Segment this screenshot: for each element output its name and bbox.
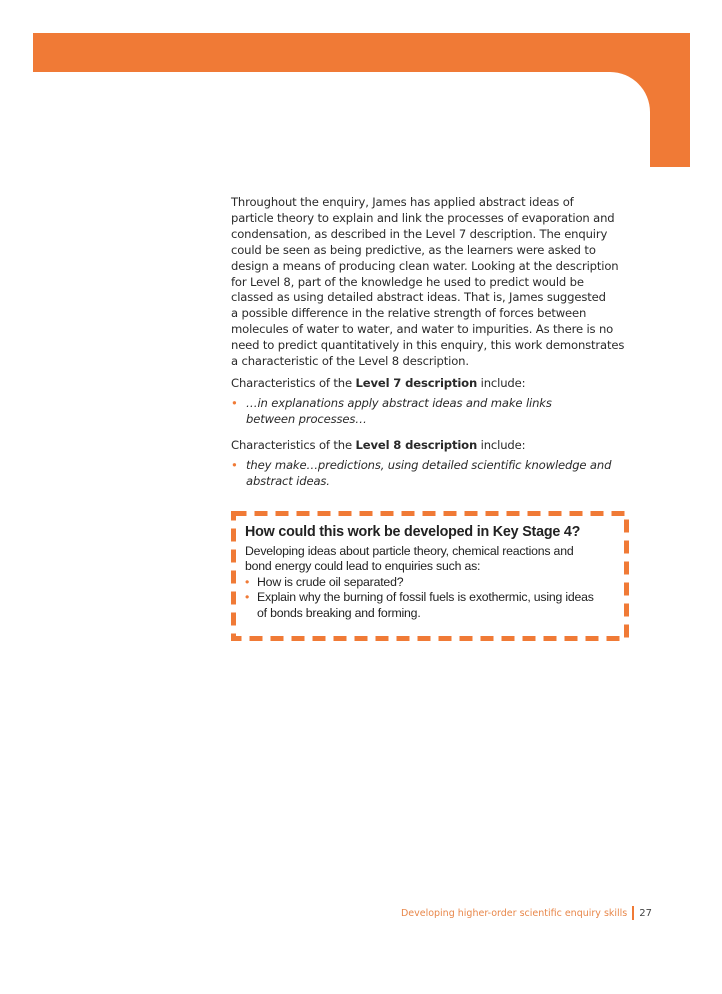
header-band-side	[650, 33, 690, 167]
box-intro	[245, 544, 625, 575]
text-line: design a means of producing clean water. Looking at the description	[231, 258, 619, 273]
text-line: molecules of water to water, and water to impurities. As there is no	[231, 322, 614, 337]
body-paragraph	[231, 195, 631, 370]
level8-bullet	[231, 458, 631, 490]
box-list-item	[245, 575, 625, 591]
footer-title: Developing higher-order scientific enquiry skills	[400, 907, 628, 919]
page-footer	[401, 906, 652, 920]
page-number: 27	[639, 907, 652, 919]
text: include:	[477, 437, 526, 452]
bullet-icon: •	[245, 574, 250, 589]
text-line: particle theory to explain and link the processes of evaporation and	[231, 210, 615, 225]
key-stage-4-box	[231, 511, 629, 641]
bullet-icon: •	[231, 457, 238, 472]
text-line: could be seen as being predictive, as the learners were asked to	[231, 242, 596, 257]
box-title: How could this work be developed in Key Stage 4?	[245, 524, 581, 540]
box-content	[245, 525, 625, 621]
text-line: they make…predictions, using detailed scientific knowledge and	[246, 457, 612, 472]
level7-label: Level 7 description	[355, 375, 478, 390]
text-line: for Level 8, part of the knowledge he used to predict would be	[231, 274, 584, 289]
level7-heading	[231, 376, 631, 392]
text-line: a characteristic of the Level 8 description.	[231, 354, 469, 369]
text-line: need to predict quantitatively in this enquiry, this work demonstrates	[231, 338, 625, 353]
text: Characteristics of the	[231, 437, 356, 452]
level8-heading	[231, 438, 631, 454]
text-line: …in explanations apply abstract ideas and make links	[246, 395, 552, 410]
text-line: of bonds breaking and forming.	[257, 605, 421, 620]
text-line: Explain why the burning of fossil fuels is exothermic, using ideas	[257, 590, 594, 604]
footer-divider	[632, 906, 634, 920]
text-line: bond energy could lead to enquiries such as:	[245, 559, 481, 573]
main-text	[231, 195, 631, 495]
text-line: between processes…	[246, 411, 367, 426]
text-line: classed as using detailed abstract ideas. That is, James suggested	[231, 290, 606, 305]
bullet-icon: •	[245, 590, 250, 604]
text-line: How is crude oil separated?	[257, 574, 404, 589]
text: include:	[477, 375, 526, 390]
text-line: abstract ideas.	[246, 473, 330, 488]
bullet-icon: •	[231, 395, 238, 410]
text: Characteristics of the	[231, 375, 356, 390]
header-band	[33, 33, 690, 72]
box-list-item	[245, 590, 625, 621]
level7-bullet	[231, 396, 631, 428]
level8-label: Level 8 description	[355, 437, 478, 452]
text-line: Developing ideas about particle theory, chemical reactions and	[245, 543, 574, 558]
text-line: a possible difference in the relative strength of forces between	[231, 306, 587, 321]
header-band-corner	[610, 72, 650, 112]
text-line: condensation, as described in the Level 7 description. The enquiry	[231, 226, 608, 241]
text-line: Throughout the enquiry, James has applied abstract ideas of	[231, 195, 574, 209]
